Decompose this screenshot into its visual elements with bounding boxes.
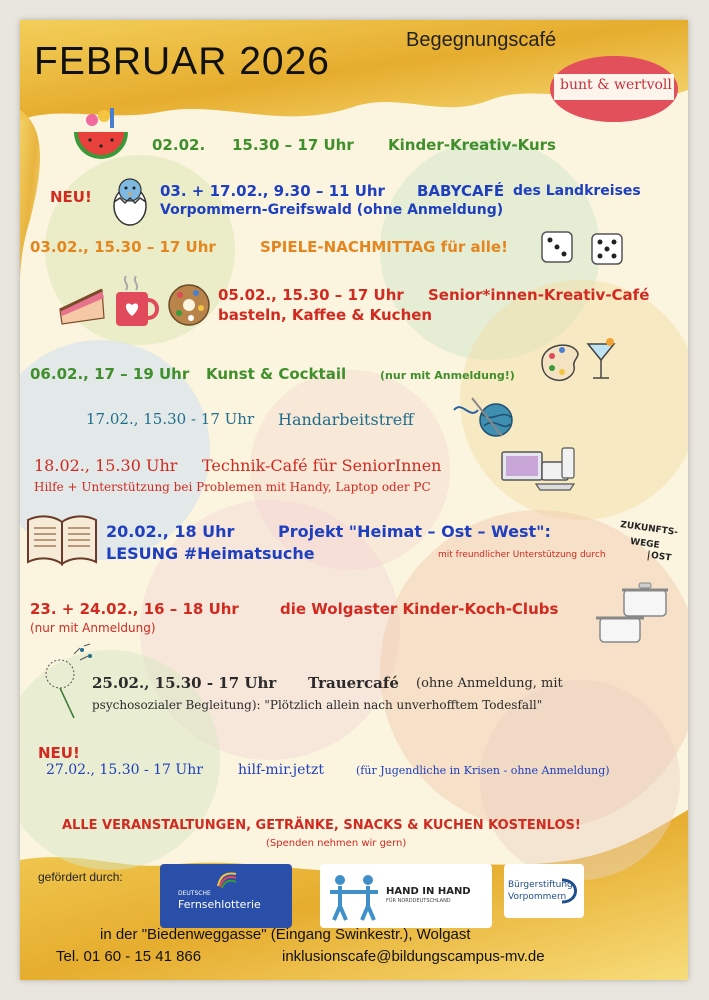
dandelion-icon xyxy=(36,640,100,720)
cafe-badge-text: bunt & wertvoll xyxy=(560,77,672,93)
hilfe-title: hilf-mir.jetzt xyxy=(238,762,324,778)
kinder-kreativ-title: Kinder-Kreativ-Kurs xyxy=(388,136,556,154)
handarbeit-title: Handarbeitstreff xyxy=(278,410,414,429)
kunst-note: (nur mit Anmeldung!) xyxy=(380,369,515,382)
heimat-datetime: 20.02., 18 Uhr xyxy=(106,522,235,541)
heimat-support-note: mit freundlicher Unterstützung durch xyxy=(438,550,606,560)
trauer-title-note: (ohne Anmeldung, mit xyxy=(416,676,563,691)
background-decoration xyxy=(20,20,688,980)
kunst-title: Kunst & Cocktail xyxy=(206,365,347,383)
kinder-koch-title: die Wolgaster Kinder-Koch-Clubs xyxy=(280,600,559,618)
zukunftswege-logo-line3: OST xyxy=(647,550,671,563)
babycafe-datetime: 03. + 17.02., 9.30 – 11 Uhr xyxy=(160,182,385,200)
technik-title: Technik-Café für SeniorInnen xyxy=(202,456,442,475)
senior-kreativ-subtitle: basteln, Kaffee & Kuchen xyxy=(218,306,433,324)
palette-cocktail-icon xyxy=(538,336,618,386)
open-book-icon xyxy=(24,510,100,568)
sponsor-hand-in-hand-line1: HAND IN HAND xyxy=(386,886,471,897)
senior-kreativ-title: Senior*innen-Kreativ-Café xyxy=(428,286,650,304)
cake-slice-icon xyxy=(56,282,108,328)
chick-egg-icon xyxy=(108,170,152,226)
babycafe-title: BABYCAFÉ xyxy=(417,182,505,200)
sponsor-hand-in-hand-logo xyxy=(320,864,492,928)
sponsor-fernsehlotterie-line2: Fernsehlotterie xyxy=(178,898,261,911)
palette-donut-icon xyxy=(166,282,212,328)
cafe-badge xyxy=(550,56,678,122)
phone: Tel. 01 60 - 15 41 866 xyxy=(56,948,202,965)
hilfe-note: (für Jugendliche in Krisen - ohne Anmeldung) xyxy=(356,764,610,777)
email[interactable]: inklusionscafe@bildungscampus-mv.de xyxy=(282,948,545,965)
zukunftswege-logo-line1: ZUKUNFTS- xyxy=(619,520,679,538)
people-figures-icon xyxy=(326,872,382,922)
babycafe-new-badge: NEU! xyxy=(50,188,92,206)
free-note: ALLE VERANSTALTUNGEN, GETRÄNKE, SNACKS & KUCHEN KOSTENLOS! xyxy=(62,818,581,833)
zukunftswege-logo-line2: WEGE xyxy=(629,536,661,552)
address: in der "Biedenweggasse" (Eingang Swinkestr.), Wolgast xyxy=(100,926,471,943)
technik-datetime: 18.02., 15.30 Uhr xyxy=(34,456,178,475)
cafe-name: Begegnungscafé xyxy=(406,29,557,51)
handarbeit-datetime: 17.02., 15.30 - 17 Uhr xyxy=(86,410,255,428)
sponsor-buergerstiftung-logo xyxy=(504,864,584,918)
sponsor-fernsehlotterie-logo xyxy=(160,864,292,928)
sponsor-fernsehlotterie-line1: DEUTSCHE xyxy=(178,890,211,897)
trauer-datetime: 25.02., 15.30 - 17 Uhr xyxy=(92,674,277,692)
rainbow-hand-icon xyxy=(216,870,238,888)
babycafe-line2: Vorpommern-Greifswald (ohne Anmeldung) xyxy=(160,202,504,218)
dice-icon xyxy=(538,228,628,268)
poster xyxy=(20,20,688,980)
circular-arrow-icon xyxy=(558,876,582,906)
kunst-datetime: 06.02., 17 – 19 Uhr xyxy=(30,365,190,383)
technik-subtitle: Hilfe + Unterstützung bei Problemen mit Handy, Laptop oder PC xyxy=(34,480,431,494)
sponsor-hand-in-hand-line2: FÜR NORDDEUTSCHLAND xyxy=(386,898,451,904)
month-title: FEBRUAR 2026 xyxy=(34,40,330,83)
hilfe-datetime: 27.02., 15.30 - 17 Uhr xyxy=(46,762,203,778)
kinder-kreativ-date: 02.02. xyxy=(152,136,206,154)
trauer-line2: psychosozialer Begleitung): "Plötzlich allein nach unverhofftem Todesfall" xyxy=(92,698,543,712)
senior-kreativ-datetime: 05.02., 15.30 – 17 Uhr xyxy=(218,286,404,304)
heimat-line2: LESUNG #Heimatsuche xyxy=(106,544,315,563)
cooking-pots-icon xyxy=(594,580,678,648)
sponsor-buergerstiftung-line1: Bürgerstiftung xyxy=(508,880,573,890)
spiele-title: SPIELE-NACHMITTAG für alle! xyxy=(260,238,508,256)
kinder-koch-datetime: 23. + 24.02., 16 – 18 Uhr xyxy=(30,600,239,618)
funded-by-label: gefördert durch: xyxy=(38,870,123,884)
trauer-title: Trauercafé xyxy=(308,674,399,692)
heimat-title: Projekt "Heimat – Ost – West": xyxy=(278,522,551,541)
kinder-koch-note: (nur mit Anmeldung) xyxy=(30,621,156,635)
donation-note: (Spenden nehmen wir gern) xyxy=(266,838,407,849)
babycafe-title-rest: des Landkreises xyxy=(513,183,641,199)
sponsor-buergerstiftung-line2: Vorpommern xyxy=(508,892,567,902)
yarn-ball-icon xyxy=(452,396,518,440)
spiele-datetime: 03.02., 15.30 – 17 Uhr xyxy=(30,238,216,256)
watermelon-icon xyxy=(70,102,132,162)
kinder-kreativ-time: 15.30 – 17 Uhr xyxy=(232,136,354,154)
coffee-mug-icon xyxy=(112,274,162,330)
hilfe-new-badge: NEU! xyxy=(38,744,80,762)
zukunftswege-logo xyxy=(620,520,682,576)
computer-devices-icon xyxy=(498,444,578,500)
